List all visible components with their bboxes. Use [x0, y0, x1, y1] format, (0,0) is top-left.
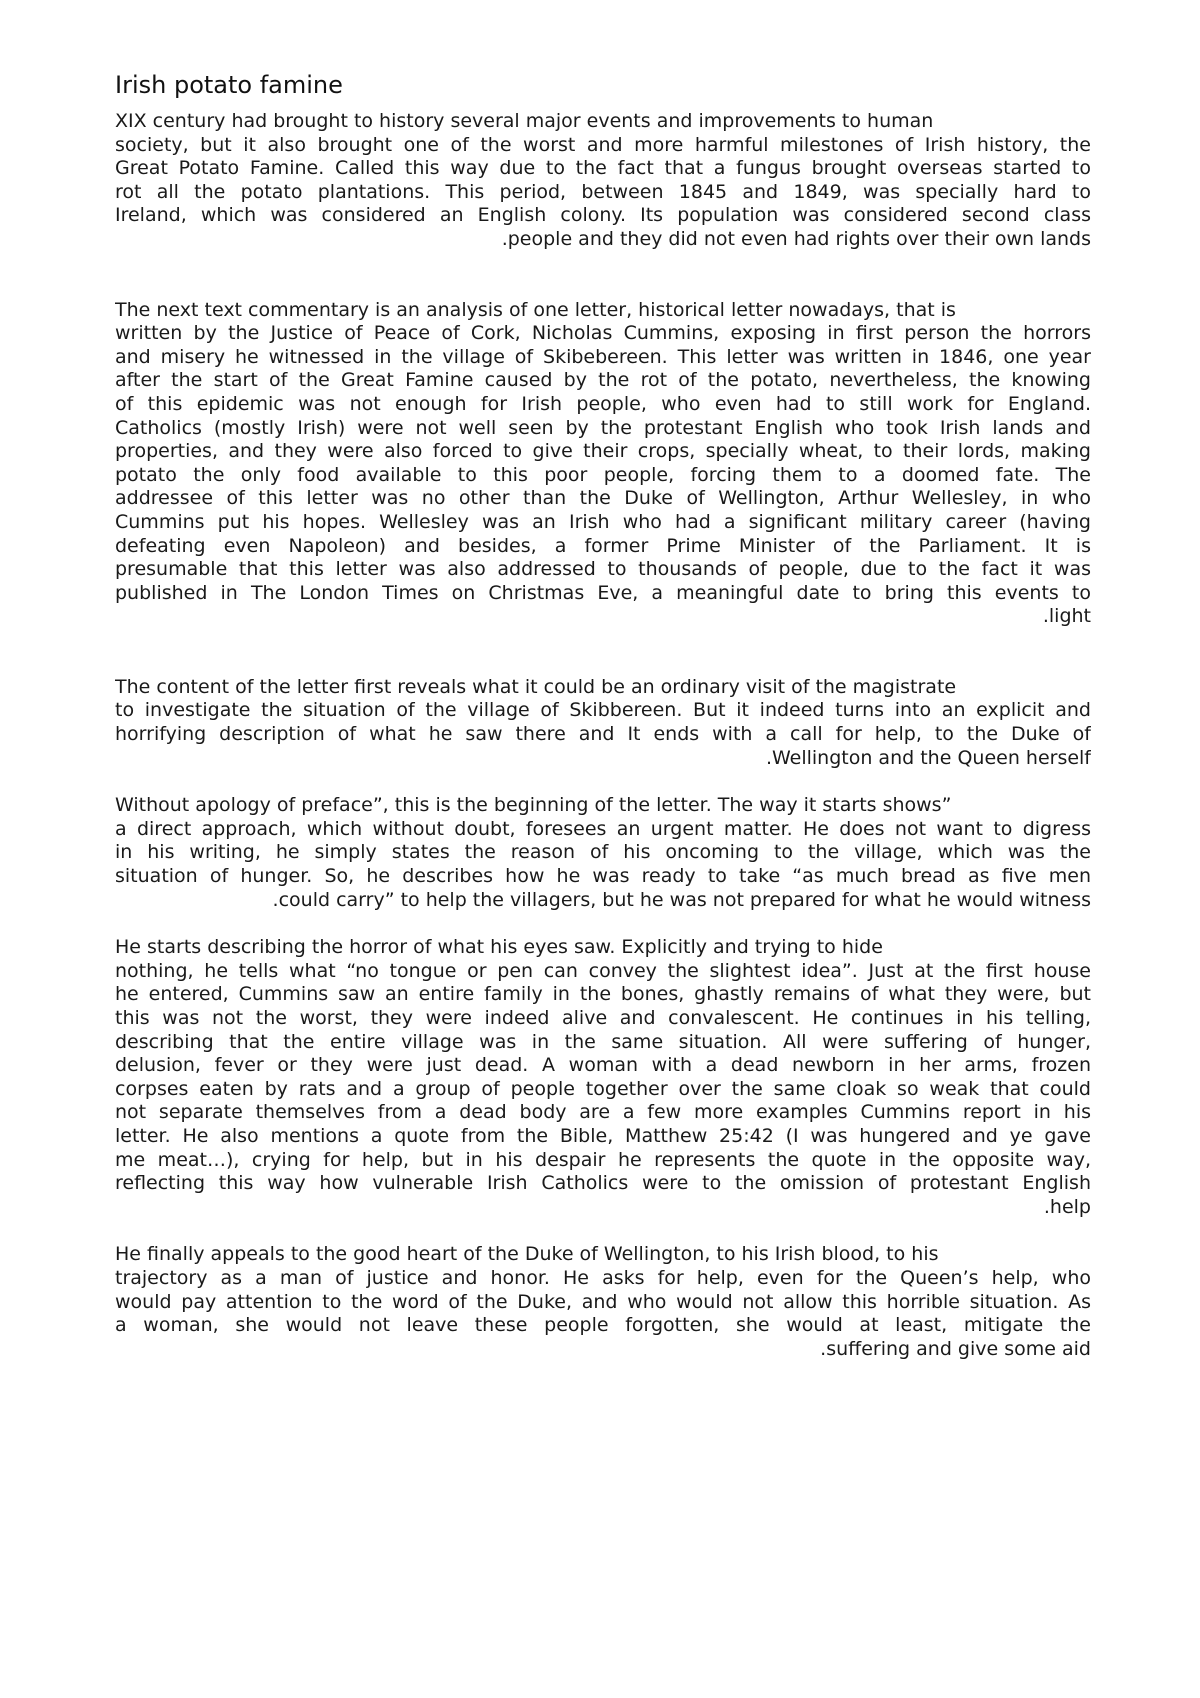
paragraph-5 [115, 936, 1091, 1219]
paragraph-6 [115, 1243, 1091, 1361]
text-line: describing that the entire village was in the same situation. All were suffering of hunger, [115, 1030, 1091, 1053]
text-line: Great Potato Famine. Called this way due to the fact that a fungus brought overseas started to [115, 157, 1091, 180]
text-line: would pay attention to the word of the Duke, and who would not allow this horrible situation. As [115, 1290, 1091, 1313]
text-line: and misery he witnessed in the village of Skibebereen. This letter was written in 1846, one year [115, 345, 1091, 368]
text-line: presumable that this letter was also addressed to thousands of people, due to the fact it was [115, 558, 1091, 581]
text-line: .suffering and give some aid [820, 1337, 1091, 1360]
text-line: letter. He also mentions a quote from the Bible, Matthew 25:42 (I was hungered and ye gave [115, 1124, 1091, 1147]
text-line: He starts describing the horror of what his eyes saw. Explicitly and trying to hide [115, 936, 883, 959]
paragraph-2 [115, 299, 1091, 629]
text-line: in his writing, he simply states the reason of his oncoming to the village, which was the [115, 841, 1091, 864]
text-line: corpses eaten by rats and a group of people together over the same cloak so weak that could [115, 1077, 1091, 1100]
text-line: situation of hunger. So, he describes how he was ready to take “as much bread as five men [115, 865, 1091, 888]
text-line: defeating even Napoleon) and besides, a former Prime Minister of the Parliament. It is [115, 534, 1091, 557]
text-line: rot all the potato plantations. This period, between 1845 and 1849, was specially hard to [115, 180, 1091, 203]
text-line: trajectory as a man of justice and honor. He asks for help, even for the Queen’s help, who [115, 1266, 1091, 1289]
text-line: nothing, he tells what “no tongue or pen can convey the slightest idea”. Just at the first house [115, 959, 1091, 982]
paragraph-3 [115, 676, 1091, 770]
text-line: properties, and they were also forced to give their crops, specially wheat, to their lords, making [115, 440, 1091, 463]
text-line: written by the Justice of Peace of Cork, Nicholas Cummins, exposing in first person the horrors [115, 322, 1091, 345]
text-line: .light [1042, 605, 1091, 628]
text-line: to investigate the situation of the village of Skibbereen. But it indeed turns into an explicit and [115, 699, 1091, 722]
text-line: The next text commentary is an analysis of one letter, historical letter nowadays, that is [115, 298, 956, 321]
text-line: a direct approach, which without doubt, foresees an urgent matter. He does not want to digress [115, 817, 1091, 840]
text-line: after the start of the Great Famine caused by the rot of the potato, nevertheless, the knowing [115, 369, 1091, 392]
text-line: not separate themselves from a dead body are a few more examples Cummins report in his [115, 1101, 1091, 1124]
text-line: Cummins put his hopes. Wellesley was an Irish who had a significant military career (having [115, 510, 1091, 533]
text-line: Without apology of preface”, this is the beginning of the letter. The way it starts shows” [115, 794, 952, 817]
paragraph-1 [115, 110, 1091, 252]
text-line: addressee of this letter was no other than the Duke of Wellington, Arthur Wellesley, in who [115, 487, 1091, 510]
text-line: this was not the worst, they were indeed alive and convalescent. He continues in his telling, [115, 1007, 1091, 1029]
text-line: delusion, fever or they were just dead. A woman with a dead newborn in her arms, frozen [115, 1054, 1091, 1077]
document-title: Irish potato famine [115, 71, 343, 99]
text-line: He finally appeals to the good heart of the Duke of Wellington, to his Irish blood, to his [115, 1243, 939, 1266]
text-line: society, but it also brought one of the worst and more harmful milestones of Irish history, the [115, 133, 1091, 156]
text-line: XIX century had brought to history several major events and improvements to human [115, 110, 934, 132]
text-line: .Wellington and the Queen herself [765, 746, 1091, 769]
paragraph-4 [115, 794, 1091, 912]
text-line: of this epidemic was not enough for Irish people, who even had to still work for England. [115, 392, 1091, 415]
text-line: Ireland, which was considered an English colony. Its population was considered second class [115, 204, 1091, 227]
text-line: a woman, she would not leave these people forgotten, she would at least, mitigate the [115, 1314, 1091, 1337]
text-line: he entered, Cummins saw an entire family in the bones, ghastly remains of what they were, but [115, 983, 1091, 1006]
text-line: The content of the letter first reveals what it could be an ordinary visit of the magistrate [115, 675, 957, 698]
text-line: .help [1043, 1195, 1091, 1218]
text-line: .could carry” to help the villagers, but he was not prepared for what he would witness [272, 888, 1091, 911]
document-page [115, 70, 1091, 1361]
text-line: me meat…), crying for help, but in his despair he represents the quote in the opposite way, [115, 1148, 1091, 1171]
text-line: .people and they did not even had rights over their own lands [501, 227, 1091, 250]
text-line: horrifying description of what he saw there and It ends with a call for help, to the Duke of [115, 723, 1091, 746]
text-line: Catholics (mostly Irish) were not well seen by the protestant English who took Irish lands and [115, 416, 1091, 439]
text-line: reflecting this way how vulnerable Irish Catholics were to the omission of protestant English [115, 1172, 1091, 1195]
text-line: published in The London Times on Christmas Eve, a meaningful date to bring this events to [115, 581, 1091, 604]
text-line: potato the only food available to this poor people, forcing them to a doomed fate. The [115, 463, 1091, 486]
